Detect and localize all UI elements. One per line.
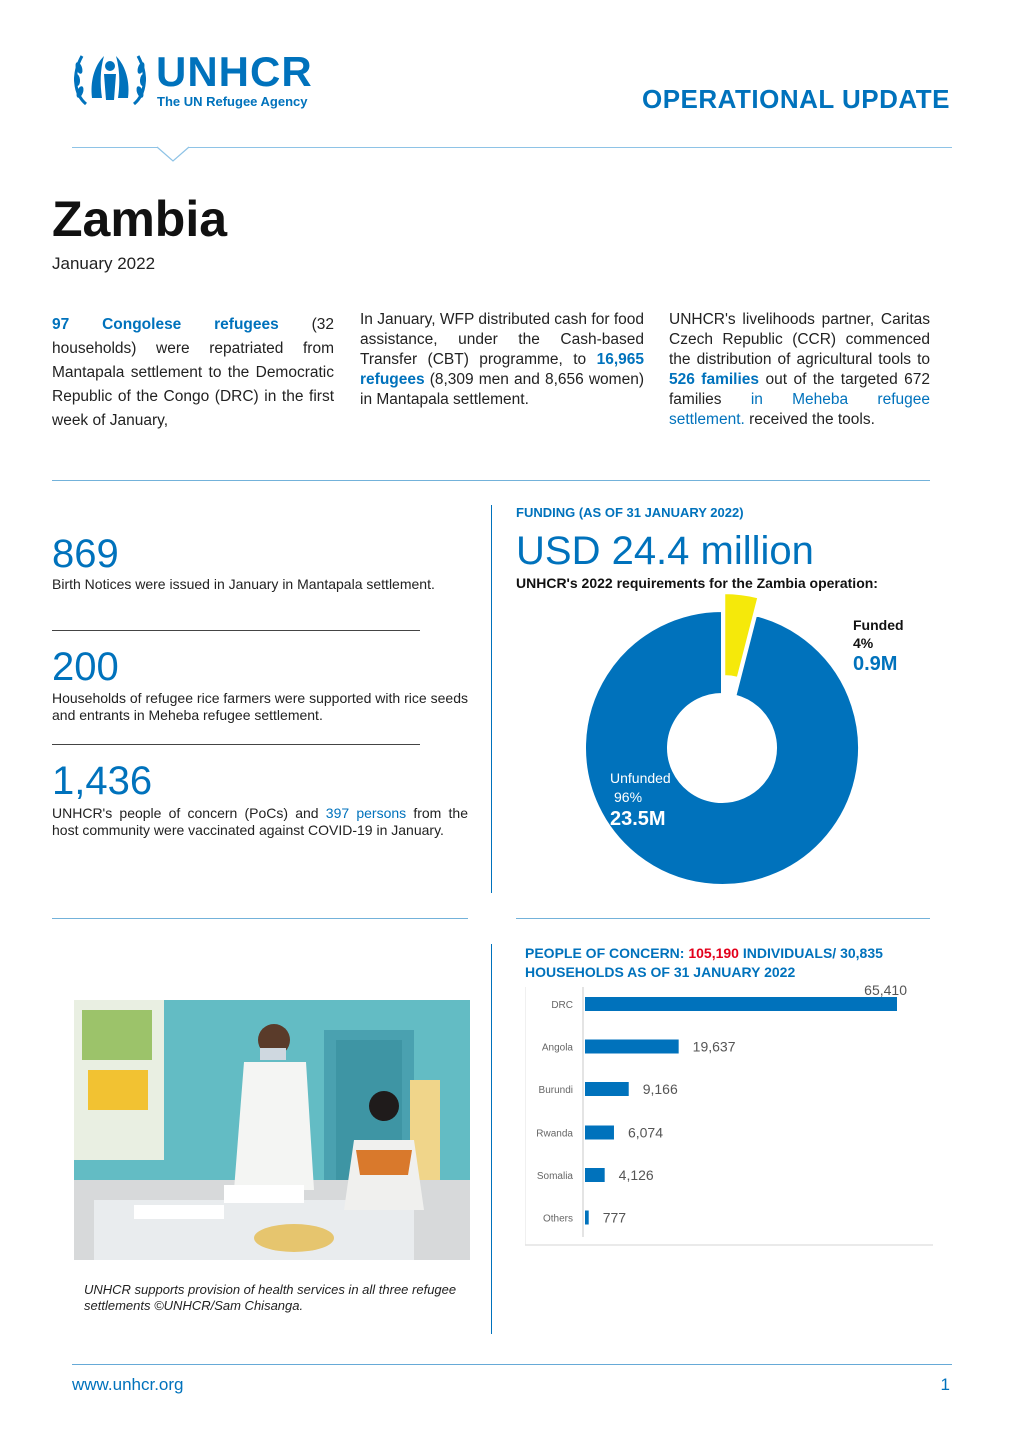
column-divider (491, 944, 492, 1334)
poc-title: PEOPLE OF CONCERN: 105,190 INDIVIDUALS/ 30,835 HOUSEHOLDS AS OF 31 JANUARY 2022 (525, 945, 883, 980)
stat-divider (52, 744, 420, 745)
bar-category-label: Others (542, 1213, 573, 1225)
funding-amount: USD 24.4 million (516, 529, 814, 573)
highlight-2: In January, WFP distributed cash for food assistance, under the Cash-based Transfer (CBT) programme, to 16,965 refugees (8,309 men and 8,656 women) in Mantapala settlement. (360, 311, 644, 408)
bar-rwanda (585, 1126, 614, 1140)
column-divider (491, 505, 492, 893)
photo-caption: UNHCR supports provision of health services in all three refugee settlements ©UNHCR/Sam Chisanga. (84, 1282, 457, 1313)
bar-angola (585, 1040, 679, 1054)
unfunded-value: 23.5M (610, 808, 666, 830)
page-date: January 2022 (52, 254, 156, 273)
stat-text-birth-notices: Birth Notices were issued in January in Mantapala settlement. (52, 576, 435, 592)
bar-value-label: 777 (602, 1209, 627, 1226)
footer-divider (72, 1364, 952, 1365)
bar-category-label: Burundi (538, 1085, 573, 1096)
org-tagline: The UN Refugee Agency (157, 94, 308, 109)
donut-slice-unfunded (585, 611, 859, 885)
bar-somalia (585, 1168, 605, 1182)
stat-divider (52, 630, 420, 631)
bar-category-label: Somalia (536, 1171, 573, 1182)
health-services-photo (74, 1000, 470, 1260)
bar-value-label: 9,166 (642, 1081, 678, 1097)
stat-text-vaccinated: UNHCR's people of concern (PoCs) and 397 persons from the host community were vaccinated against COVID-19 in January. (52, 805, 468, 838)
poc-bar-chart (525, 985, 935, 1247)
page-title: Zambia (52, 191, 228, 247)
header-divider (72, 147, 952, 148)
bar-value-label: 19,637 (692, 1038, 736, 1055)
funded-value: 0.9M (853, 653, 898, 675)
funding-label: FUNDING (AS OF 31 JANUARY 2022) (516, 505, 744, 520)
section-divider (52, 480, 930, 481)
org-name: UNHCR (156, 48, 313, 95)
bar-drc (585, 997, 897, 1011)
stat-number-vaccinated: 1,436 (52, 759, 153, 803)
bar-value-label: 6,074 (627, 1124, 664, 1141)
funding-donut-chart (560, 590, 880, 890)
section-divider (52, 918, 468, 919)
stat-number-rice-farmers: 200 (52, 645, 119, 689)
page-number: 1 (940, 1375, 950, 1394)
document-type: OPERATIONAL UPDATE (641, 84, 950, 114)
unhcr-logo-emblem (70, 46, 150, 112)
bar-value-label: 4,126 (618, 1167, 654, 1183)
stat-text-rice-farmers: Households of refugee rice farmers were supported with rice seeds and entrants in Meheba refugee settlement. (52, 690, 468, 723)
chevron-down-icon (156, 146, 190, 162)
highlight-1: 97 Congolese refugees (32 households) were repatriated from Mantapala settlement to the Democratic Republic of the Congo (DRC) in the first week of January, (52, 316, 334, 429)
stat-number-birth-notices: 869 (52, 532, 119, 576)
section-divider (516, 918, 930, 919)
highlight-3: UNHCR's livelihoods partner, Caritas Czech Republic (CCR) commenced the distribution of agricultural tools to 526 families out of the targeted 672 families in Meheba refugee settlement. received the tools. (669, 311, 930, 428)
bar-category-label: Angola (541, 1042, 573, 1054)
unfunded-label: Unfunded 96% (610, 770, 671, 805)
bar-others (585, 1211, 589, 1225)
website-link[interactable]: www.unhcr.org (72, 1375, 184, 1394)
bar-category-label: DRC (551, 1000, 573, 1011)
funded-label: Funded 4% (853, 617, 904, 651)
bar-category-label: Rwanda (536, 1128, 573, 1140)
bar-burundi (585, 1082, 629, 1096)
bar-value-label: 65,410 (864, 985, 907, 998)
funding-subtitle: UNHCR's 2022 requirements for the Zambia operation: (516, 575, 878, 591)
